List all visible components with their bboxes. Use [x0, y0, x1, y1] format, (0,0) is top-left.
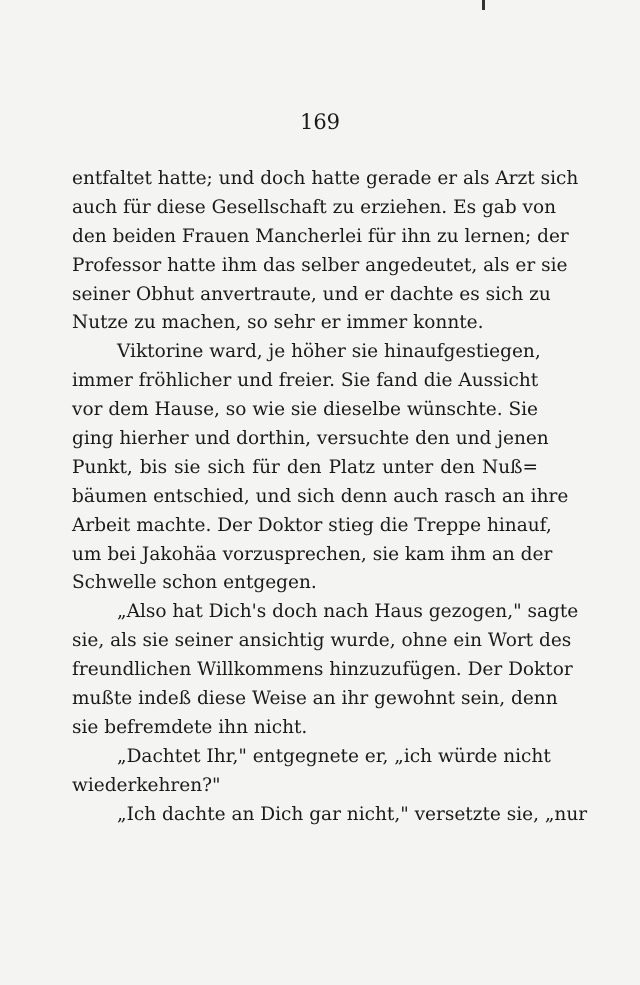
- text-line: den beiden Frauen Mancherlei für ihn zu lernen; der: [72, 225, 569, 247]
- text-line: seiner Obhut anvertraute, und er dachte es sich zu: [72, 283, 551, 305]
- text-line: freundlichen Willkommens hinzuzufügen. Der Doktor: [72, 659, 573, 681]
- text-line: Arbeit machte. Der Doktor stieg die Treppe hinauf,: [72, 514, 552, 536]
- text-line: Nutze zu machen, so sehr er immer konnte.: [72, 312, 484, 334]
- text-line: „Also hat Dich's doch nach Haus gezogen," sagte: [117, 601, 579, 623]
- text-line: immer fröhlicher und freier. Sie fand die Aussicht: [72, 370, 539, 392]
- scan-speck: [482, 0, 485, 10]
- text-line: sie befremdete ihn nicht.: [72, 716, 308, 738]
- body-text: [72, 165, 588, 829]
- text-line: um bei Jakohäa vorzusprechen, sie kam ihm an der: [72, 543, 553, 565]
- page-number: 169: [299, 110, 341, 134]
- text-line: sie, als sie seiner ansichtig wurde, ohne ein Wort des: [72, 630, 572, 652]
- text-line: ging hierher und dorthin, versuchte den und jenen: [72, 428, 549, 450]
- text-line: Professor hatte ihm das selber angedeutet, als er sie: [72, 254, 568, 276]
- text-line: mußte indeß diese Weise an ihr gewohnt sein, denn: [72, 688, 558, 710]
- text-line: entfaltet hatte; und doch hatte gerade er als Arzt sich: [72, 168, 579, 189]
- text-line: Punkt, bis sie sich für den Platz unter den Nuß=: [72, 456, 538, 478]
- text-line: vor dem Hause, so wie sie dieselbe wünschte. Sie: [72, 399, 538, 421]
- text-line: auch für diese Gesellschaft zu erziehen. Es gab von: [72, 196, 557, 218]
- text-line: „Ich dachte an Dich gar nicht," versetzte sie, „nur: [117, 803, 588, 825]
- text-line: bäumen entschied, und sich denn auch rasch an ihre: [72, 485, 569, 507]
- text-line: Schwelle schon entgegen.: [72, 572, 317, 594]
- text-line: „Dachtet Ihr," entgegnete er, „ich würde nicht: [117, 745, 551, 767]
- text-line: wiederkehren?": [72, 774, 221, 796]
- text-line: Viktorine ward, je höher sie hinaufgestiegen,: [117, 341, 541, 363]
